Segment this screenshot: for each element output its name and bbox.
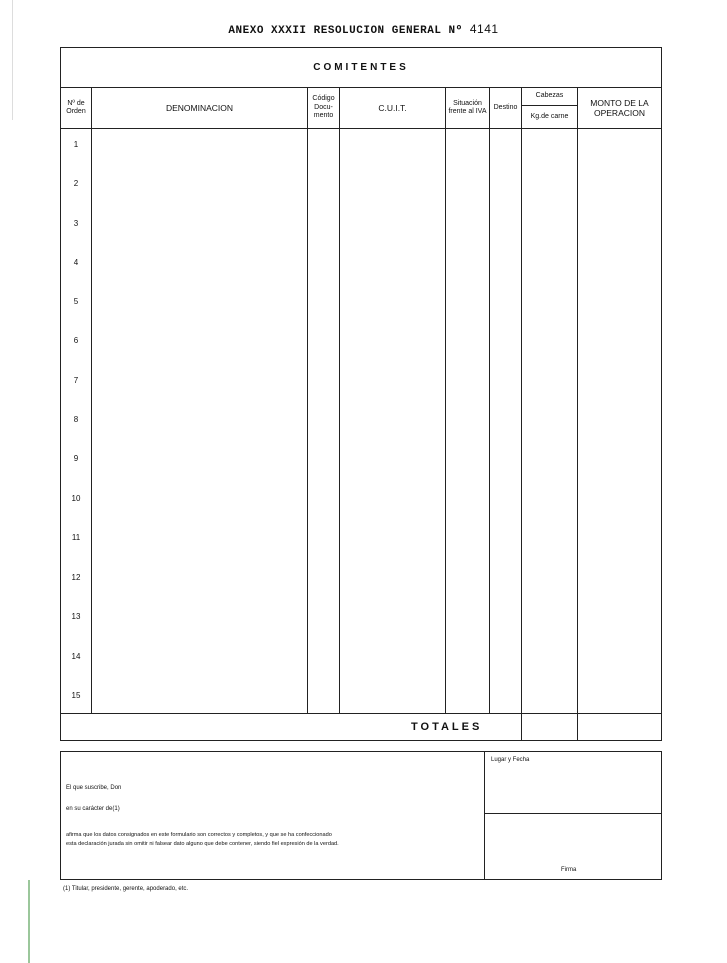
table-title: COMITENTES xyxy=(313,62,409,73)
comitentes-table xyxy=(60,47,662,741)
row-number: 14 xyxy=(71,652,81,661)
col-denominacion: DENOMINACION xyxy=(165,103,234,113)
row-number: 2 xyxy=(73,179,79,188)
col-divider-cabezas xyxy=(577,87,578,740)
signature-divider xyxy=(484,752,485,879)
suscribe-label: El que suscribe, Don xyxy=(66,785,122,791)
scan-edge xyxy=(12,0,13,120)
row-number: 7 xyxy=(73,376,79,385)
col-iva: Situación frente al IVA xyxy=(448,99,487,115)
col-kg: Kg.de carne xyxy=(530,112,569,120)
col-divider-destino xyxy=(521,87,522,740)
row-number: 15 xyxy=(71,691,81,700)
col-monto: MONTO DE LA OPERACION xyxy=(590,98,649,118)
row-number: 10 xyxy=(71,494,81,503)
totales-label: TOTALES xyxy=(411,721,483,733)
col-divider-cuit xyxy=(445,87,446,713)
col-codigo: Código Docu- mento xyxy=(312,95,335,120)
lugar-fecha-label: Lugar y Fecha xyxy=(491,757,530,763)
row-number: 13 xyxy=(71,612,81,621)
row-number: 8 xyxy=(73,415,79,424)
header-number: 4141 xyxy=(469,22,499,36)
declaration-line-2: esta declaración jurada sin omitir ni falsear dato alguno que debe contener, siendo fiel expresión de la verdad. xyxy=(66,841,339,847)
col-cuit: C.U.I.T. xyxy=(378,103,407,113)
col-divider-denominacion xyxy=(307,87,308,713)
col-orden: Nº de Orden xyxy=(66,99,86,115)
firma-label: Firma xyxy=(561,867,577,873)
declaration-box xyxy=(60,751,662,880)
row-number: 12 xyxy=(71,573,81,582)
caracter-label: en su carácter de(1) xyxy=(66,806,120,812)
row-number: 11 xyxy=(71,533,81,542)
header-bottom-rule xyxy=(61,128,661,129)
scan-margin xyxy=(28,880,30,963)
row-number: 5 xyxy=(73,297,79,306)
row-number: 4 xyxy=(73,258,79,267)
col-cabezas: Cabezas xyxy=(535,92,564,100)
signature-split xyxy=(484,813,661,814)
footnote: (1) Titular, presidente, gerente, apoderado, etc. xyxy=(63,886,189,892)
row-number: 1 xyxy=(73,140,79,149)
row-number: 9 xyxy=(73,454,79,463)
col-destino: Destino xyxy=(493,103,518,111)
declaration-line-1: afirma que los datos consignados en este formulario son correctos y completos, y que se ha confeccionado xyxy=(66,832,332,838)
totals-top-rule xyxy=(61,713,661,714)
row-number: 6 xyxy=(73,336,79,345)
header-title: ANEXO XXXII RESOLUCION GENERAL Nº xyxy=(228,25,463,37)
col-divider-orden xyxy=(91,87,92,713)
col-divider-iva xyxy=(489,87,490,713)
col-divider-codigo xyxy=(339,87,340,713)
row-number: 3 xyxy=(73,219,79,228)
document-header xyxy=(0,22,727,37)
